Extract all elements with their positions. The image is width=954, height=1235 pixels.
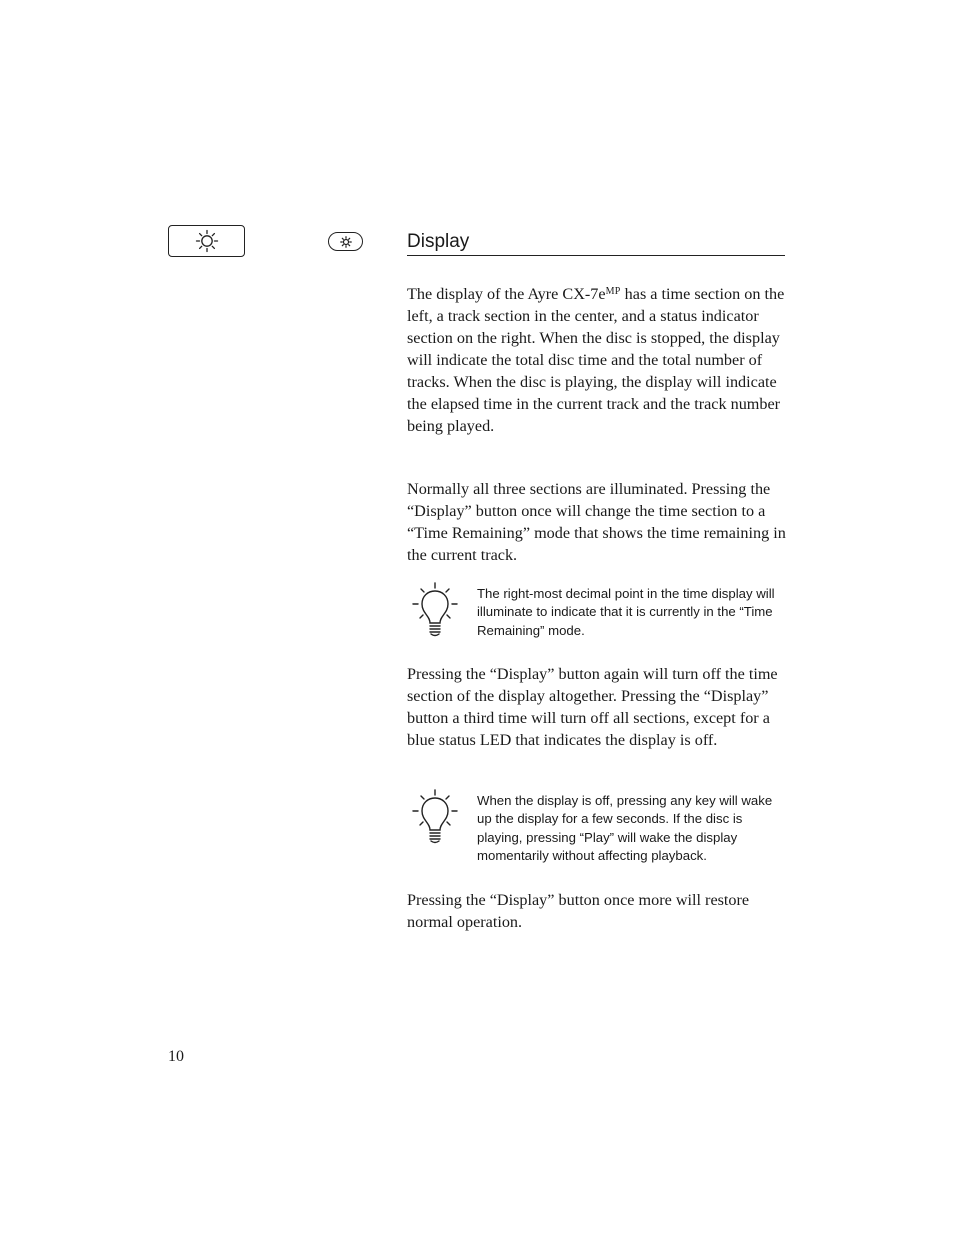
paragraph-text: The display of the Ayre CX-7e xyxy=(407,285,606,303)
paragraph-text: has a time section on the left, a track section in the center, and a status indicator section on the right. When the disc is stopped, the display will indicate the total disc time and the total number of tracks. When the disc is playing, the display will indicate the elapsed time in the current track and the track number being played. xyxy=(407,285,785,435)
paragraph-display-off: Pressing the “Display” button again will turn off the time section of the display altogether. Pressing the “Display” button a third time will turn off all sections, except for a blue status LED that indicates the display is off. xyxy=(407,665,778,749)
tip-text-decimal-point: The right-most decimal point in the time display will illuminate to indicate that it is currently in the “Time Remaining” mode. xyxy=(477,586,775,638)
paragraph-display-overview xyxy=(407,281,789,437)
remote-display-button-illustration xyxy=(168,225,245,257)
model-superscript: MP xyxy=(605,286,621,297)
front-panel-display-button-illustration xyxy=(328,232,363,251)
sun-icon xyxy=(340,236,352,248)
paragraph-time-remaining: Normally all three sections are illuminated. Pressing the “Display” button once will change the time section to a “Time Remaining” mode that shows the time remaining in the current track. xyxy=(407,480,786,564)
page-number: 10 xyxy=(168,1048,184,1065)
lightbulb-icon xyxy=(410,789,460,845)
lightbulb-icon xyxy=(410,582,460,638)
tip-text-wake-display: When the display is off, pressing any key will wake up the display for a few seconds. If the disc is playing, pressing “Play” will wake the display momentarily without affecting playback. xyxy=(477,793,773,864)
sun-icon xyxy=(195,229,219,253)
section-heading: Display xyxy=(407,230,785,256)
paragraph-restore-operation: Pressing the “Display” button once more will restore normal operation. xyxy=(407,891,750,931)
